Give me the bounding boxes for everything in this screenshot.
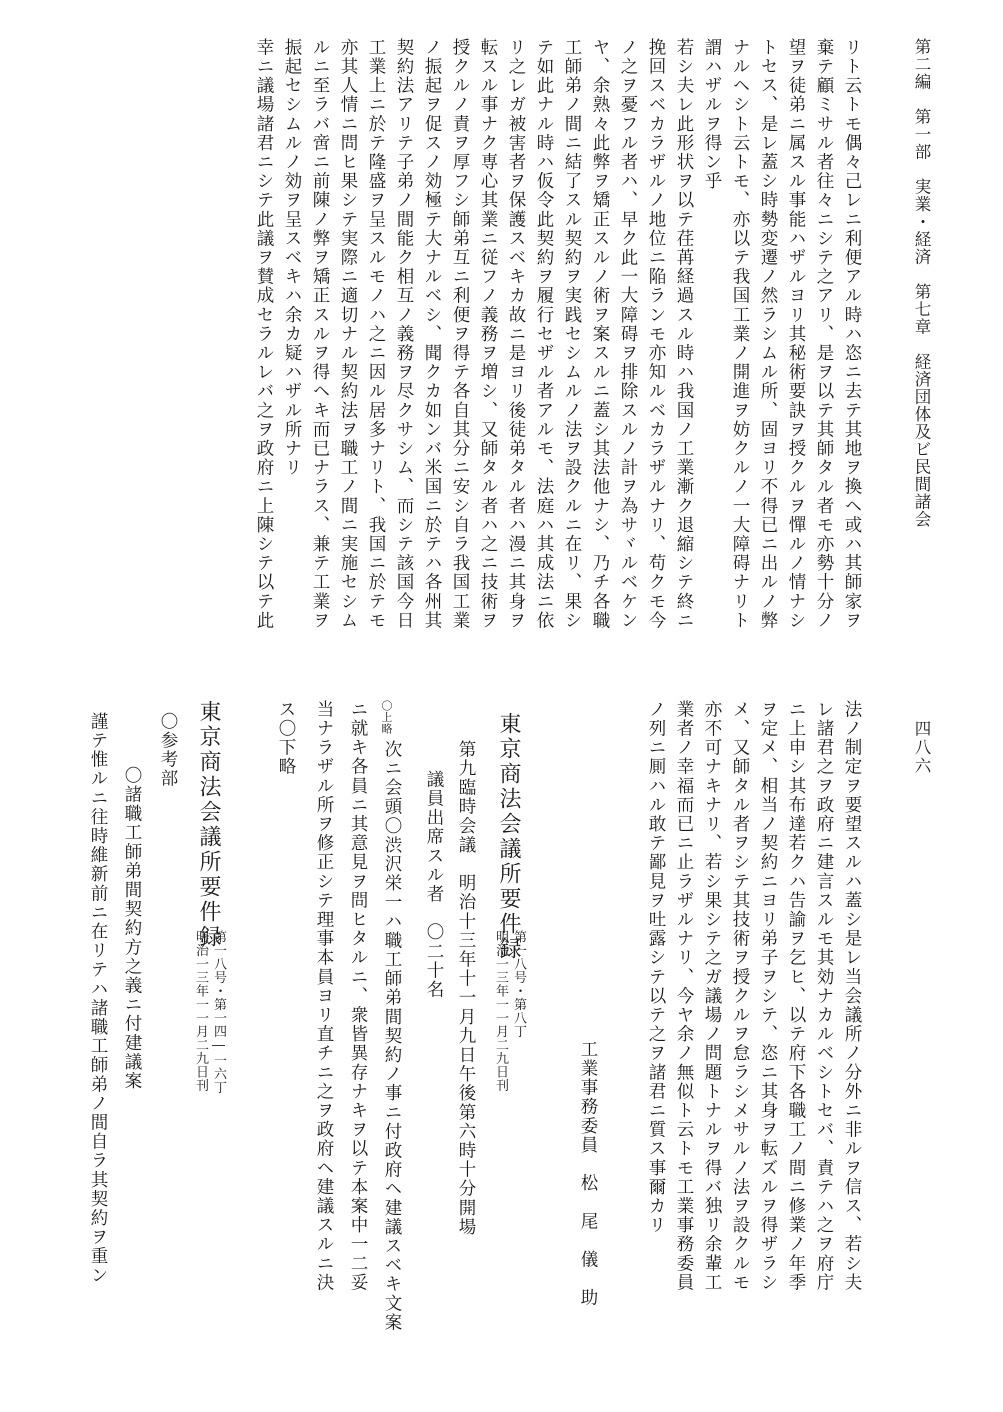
text-line: テ如此ナル時ハ仮令此契約ヲ履行セザル者アルモ、法庭ハ其成法ニ依 — [534, 38, 554, 631]
text-line: ノ之ヲ憂フル者ハ、早ク此一大障碍ヲ排除スルノ計ヲ為サヾルベケン — [618, 38, 638, 631]
text-line: リト云トモ偶々己レニ利便アル時ハ恣ニ去テ其地ヲ換ヘ或ハ其師家ヲ — [842, 38, 862, 631]
text-line: 転スル事ナク専心其業ニ従フノ義務ヲ増シ、又師タル者ハ之ニ技術ヲ — [478, 38, 498, 631]
doc1-body: 当ナラザル所ヲ修正シテ理事本員ヨリ直チニ之ヲ政府ヘ建議スルニ決 — [314, 700, 334, 1293]
text-line: ルニ至ラバ啻ニ前陳ノ弊ヲ矯正スルヲ得ヘキ而已ナラス、兼テ工業ヲ — [310, 38, 330, 631]
doc1-attend: 議員出席スル者 〇二十名 — [424, 770, 444, 1000]
doc1-body: ス〇下略 — [276, 700, 296, 777]
running-head: 第二編 第一部 実業・経済 第七章 経済団体及ビ民間諸会 — [912, 38, 931, 528]
text-line: 工業上ニ於テ隆盛ヲ呈スルモノハ之ニ因ル居多ナリト、我国ニ於テモ — [366, 38, 386, 631]
text-line: メ、又師タル者ヲシテ其技術ヲ授クルヲ怠ラシメサルノ法ヲ設クルモ — [730, 700, 750, 1293]
text-line: ニ上申シ其布達若クハ告諭ヲ乞ヒ、以テ府下各職工ノ間ニ修業ノ年季 — [786, 700, 806, 1293]
doc1-body: 次ニ会頭〇渋沢栄一ハ職工師弟間契約ノ事ニ付政府ヘ建議スベキ文案 — [382, 740, 402, 1333]
text-line: 振起セシムルノ効ヲ呈スベキハ余カ疑ハザル所ナリ — [282, 38, 302, 478]
text-line: レ諸君之ヲ政府ニ建言スルモ其効ナカルベシトセバ、責テハ之ヲ府庁 — [814, 700, 834, 1293]
text-line: 望ヲ徒弟ニ属スル事能ハザルヨリ其秘術要訣ヲ授クルヲ憚ルノ情ナシ — [786, 38, 806, 631]
text-line: 挽回スベカラザルノ地位ニ陥ランモ亦知ルベカラザルナリ、苟クモ今 — [646, 38, 666, 631]
upper-text-block — [82, 38, 866, 678]
doc1-abbr: 〇上略 — [380, 700, 393, 735]
doc1-ref-a: 第一八号・第八丁 — [511, 930, 526, 1038]
text-line: ヲ定メ、相当ノ契約ニヨリ弟子ヲシテ、恣ニ其身ヲ転ズルヲ得ザラシ — [758, 700, 778, 1293]
signature: 工業事務委員 松 尾 儀 助 — [578, 1040, 598, 1308]
text-line: 契約法アリテ子弟ノ間能ク相互ノ義務ヲ尽クサシム、而シテ該国今日 — [394, 38, 414, 631]
doc2-heading: 〇諸職工師弟間契約方之義ニ付建議案 — [122, 766, 142, 1091]
doc2-section: 〇参考部 — [158, 712, 178, 789]
text-line: 亦不可ナキナリ、若シ果シテ之ガ議場ノ問題トナルヲ得バ独リ余輩工 — [702, 700, 722, 1293]
doc1-ref-b: 明治一三年一一月二九日刊 — [493, 930, 508, 1092]
text-line: ノ列ニ厠ハル敢テ鄙見ヲ吐露シテ以テ之ヲ諸君ニ質ス事爾カリ — [646, 700, 666, 1235]
text-line: ナルヘシト云トモ、亦以テ我国工業ノ開進ヲ妨クルノ一大障碍ナリト — [730, 38, 750, 631]
doc2-title: 東京商法会議所要件録 — [196, 700, 221, 950]
text-line: ノ振起ヲ促スノ効極テ大ナルベシ、聞クカ如ンバ米国ニ於テハ各州其 — [422, 38, 442, 631]
text-line: 亦其人情ニ問ヒ果シテ実際ニ適切ナル契約法ヲ職工ノ間ニ実施セシム — [338, 38, 358, 631]
page-number: 四八六 — [912, 720, 931, 776]
text-line: 工師弟ノ間ニ結了スル契約ヲ実践セシムルノ法ヲ設クルニ在リ、果シ — [562, 38, 582, 631]
doc2-ref-a: 第一八号・第一四―一六丁 — [211, 930, 226, 1094]
doc2-ref-b: 明治一三年一一月二九日刊 — [193, 930, 208, 1092]
doc1-body: ニ就キ各員ニ其意見ヲ問ヒタルニ、衆皆異存ナキヲ以テ本案中一二妥 — [348, 700, 368, 1293]
doc2-body: 謹テ惟ルニ往時維新前ニ在リテハ諸職工師弟ノ間自ラ其契約ヲ重ン — [88, 712, 108, 1285]
text-line: トセス、是レ蓋シ時勢変遷ノ然ラシムル所、固ヨリ不得已ニ出ルノ弊 — [758, 38, 778, 631]
text-line: ヤ、余熟々此弊ヲ矯正スルノ術ヲ案スルニ蓋シ其法他ナシ、乃チ各職 — [590, 38, 610, 631]
lower-text-block — [614, 700, 866, 1350]
text-line: 謂ハザルヲ得ン乎 — [702, 38, 722, 191]
text-line: 法ノ制定ヲ要望スルハ蓋シ是レ当会議所ノ分外ニ非ルヲ信ス、若シ夫 — [842, 700, 862, 1293]
text-line: リ之レガ被害者ヲ保護スベキカ故ニ是ヨリ後徒弟タル者ハ漫ニ其身ヲ — [506, 38, 526, 631]
text-line: 幸ニ議場諸君ニシテ此議ヲ賛成セラルレバ之ヲ政府ニ上陳シテ以テ此 — [254, 38, 274, 631]
doc1-title: 東京商法会議所要件録 — [496, 712, 521, 962]
doc1-meeting: 第九臨時会議 明治十三年十一月九日午後第六時十分開場 — [456, 740, 476, 1237]
text-line: 授クルノ責ヲ厚フシ師弟互ニ利便ヲ得テ各自其分ニ安シ自ラ我国工業 — [450, 38, 470, 631]
text-line: 棄テ顧ミサル者往々ニシテ之アリ、是ヲ以テ其師タル者モ亦勢十分ノ — [814, 38, 834, 631]
text-line: 若シ夫レ此形状ヲ以テ荏苒経過スル時ハ我国ノ工業漸ク退縮シテ終ニ — [674, 38, 694, 631]
text-line: 業者ノ幸福而已ニ止ラザルナリ、今ヤ余ノ無似ト云トモ工業事務委員 — [674, 700, 694, 1293]
